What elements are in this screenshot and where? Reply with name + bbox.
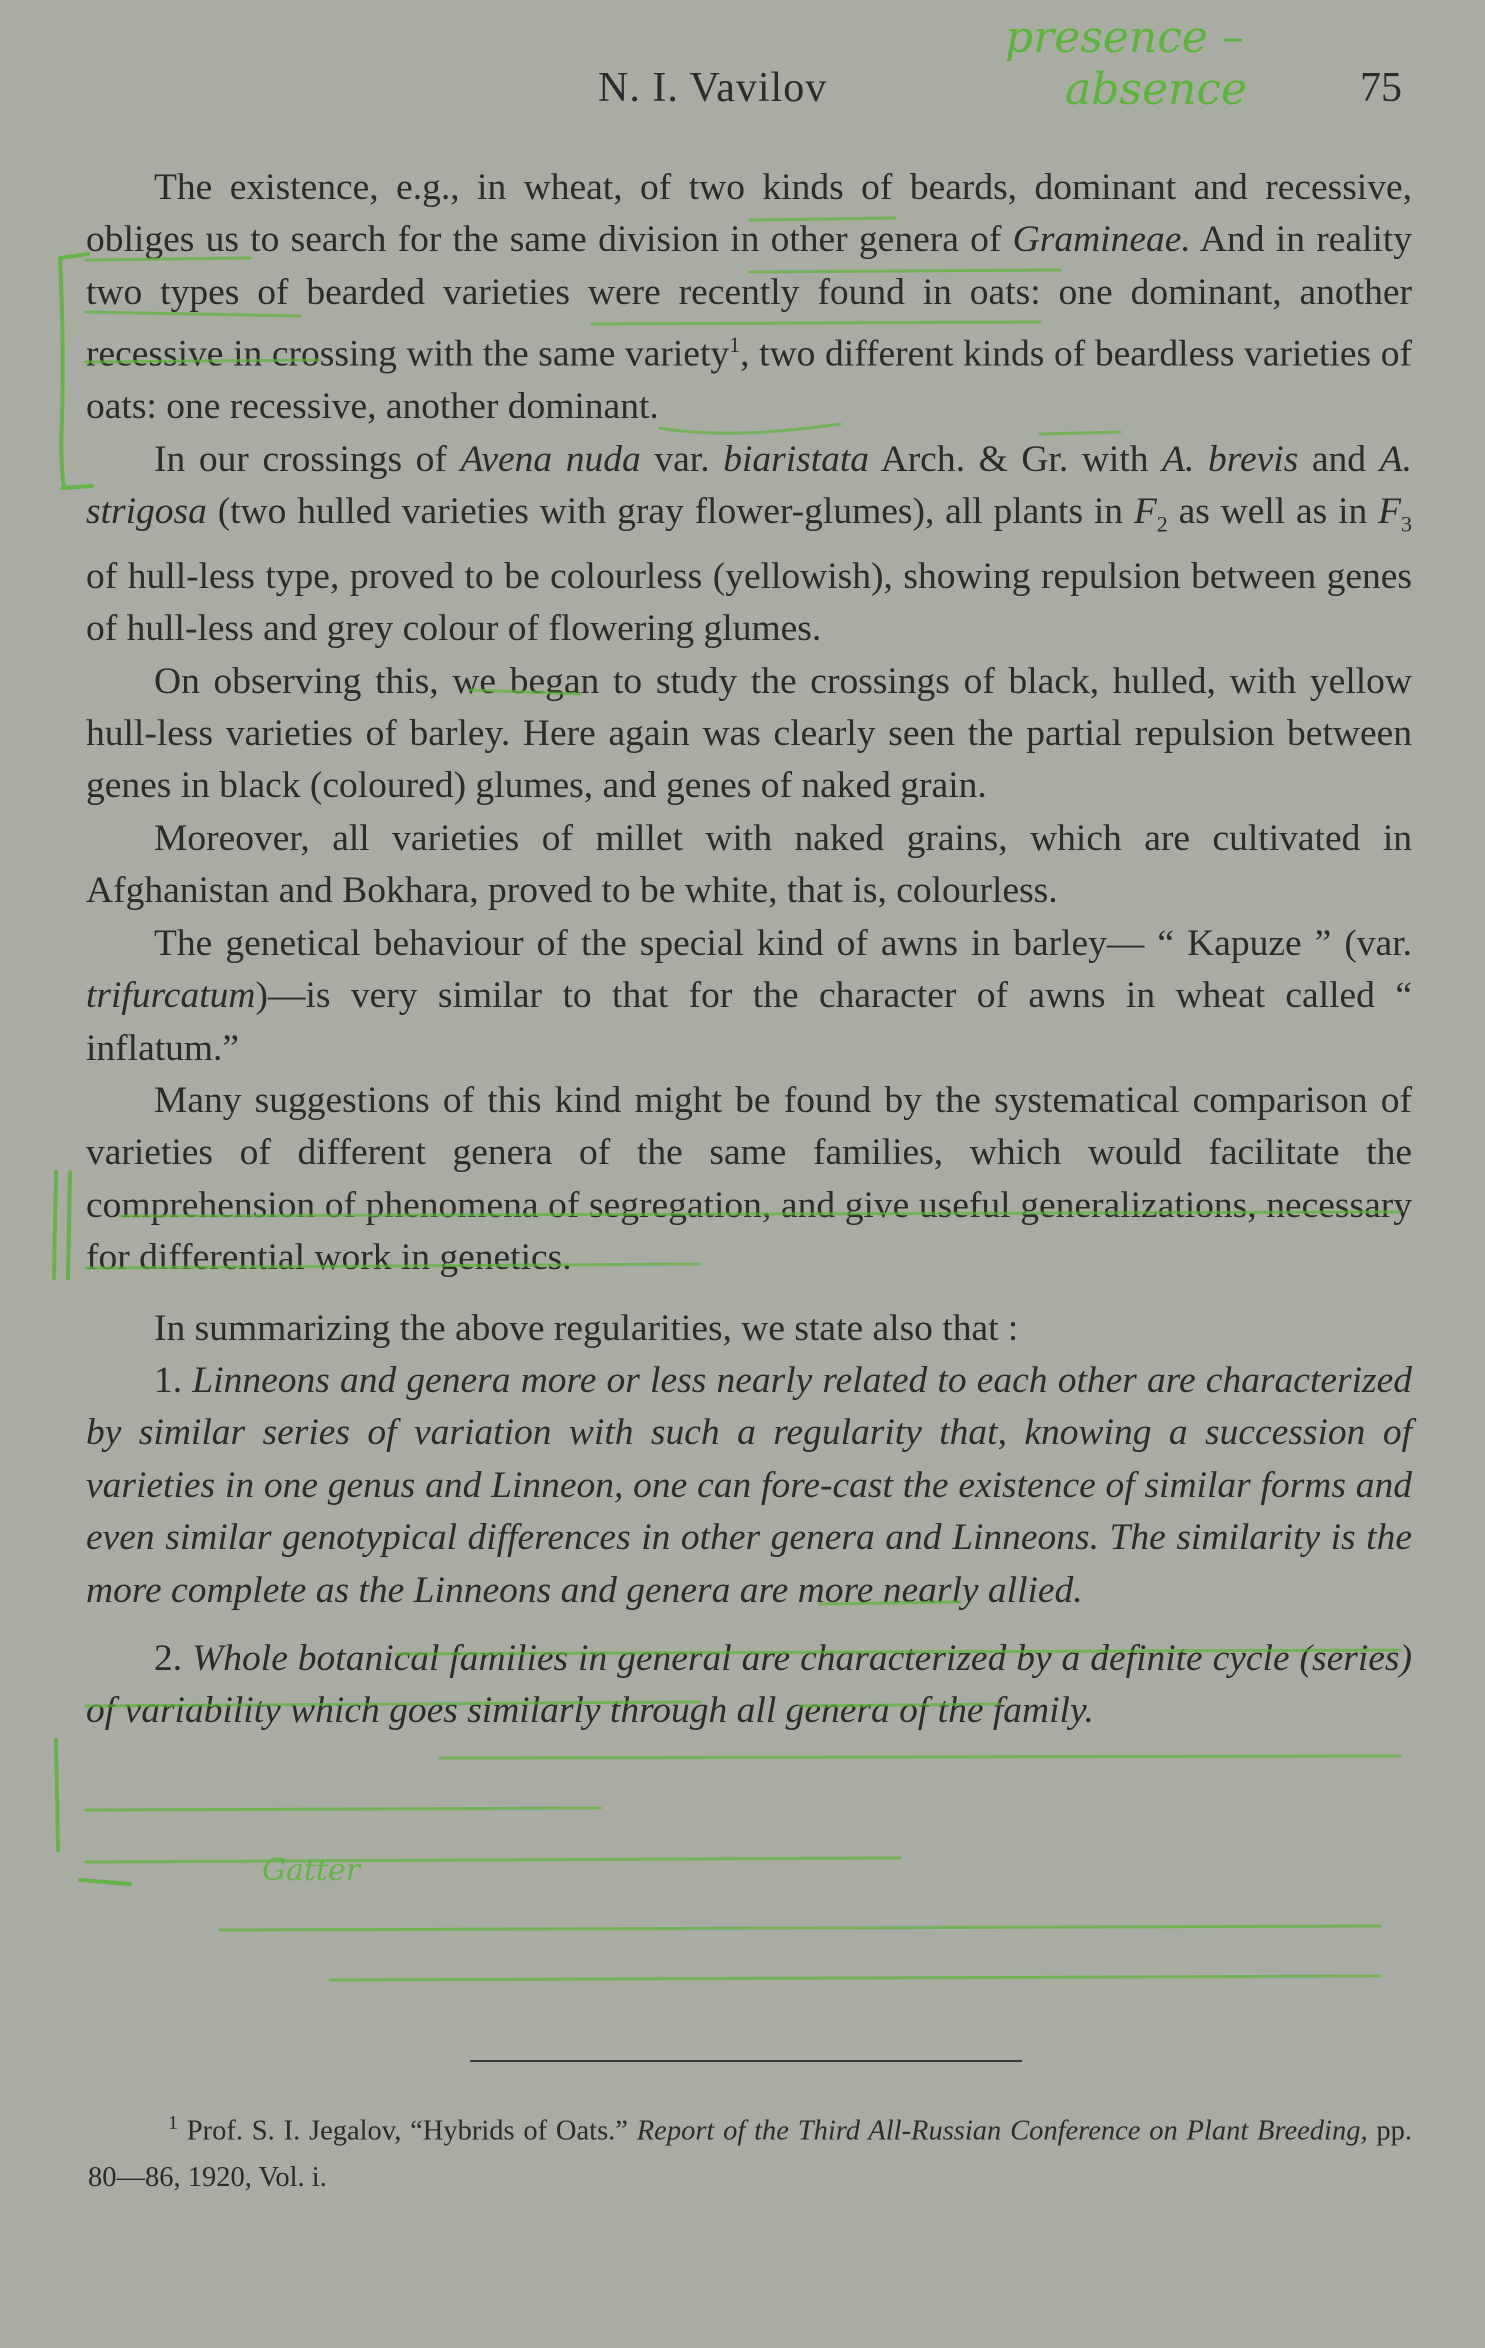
margin-bracket-1 <box>60 258 64 488</box>
handwritten-note-line1: presence – <box>1005 12 1244 63</box>
underline-linneons-allied <box>86 1858 900 1862</box>
paragraph-8: 1. Linneons and genera more or less nearly related to each other are characterized by similar series of variation with such a regularity that, knowing a succession of varieties in one genus and Linneon, one can fore-cast the existence of similar forms and even similar genotypical differences in other genera and Linneons. The similarity is the more complete as the Linneons and genera are more nearly allied. <box>86 1359 1413 1611</box>
body-text <box>86 162 1412 1738</box>
underline-similar-forms <box>440 1756 1400 1758</box>
footnote-marker: 1 <box>168 2112 178 2134</box>
paragraph-6: Many suggestions of this kind might be found by the systematical comparison of varieties of different genera of the same families, which would facilitate the comprehension of phenomena of segregation, and give useful generalizations, necessary for differential work in genetics. <box>86 1079 1412 1279</box>
underline-whole-botanical <box>220 1926 1380 1930</box>
margin-bracket-2b <box>68 1172 70 1278</box>
page-number: 75 <box>1360 65 1402 111</box>
underline-variability <box>330 1976 1380 1980</box>
paragraph-5: The genetical behaviour of the special kind of awns in barley— “ Kapuze ” (var. trifurcatum)—is very similar to that for the character of awns in wheat called “ inflatum.” <box>86 922 1412 1069</box>
handwritten-margin-note <box>1005 12 1435 132</box>
handwritten-note-line2: absence <box>1065 64 1248 115</box>
footnote-ref[interactable]: 1 <box>729 332 741 358</box>
spacer <box>86 1617 1412 1633</box>
margin-bracket-3 <box>56 1740 58 1850</box>
spacer <box>86 1285 1412 1303</box>
margin-tick-1 <box>80 1880 130 1884</box>
underline-other-genera <box>86 1808 600 1810</box>
paragraph-7: In summarizing the above regularities, we state also that : <box>154 1307 1019 1349</box>
footnote: $^1$ Prof. S. I. Jegalov, “Hybrids of Oats.” Report of the Third All-Russian Conference on Plant Breeding, pp. 80—86, 1920, Vol. i. <box>88 2112 1413 2193</box>
margin-bracket-1-top <box>60 254 88 258</box>
paragraph-1: The existence, e.g., in wheat, of two kinds of beards, dominant and recessive, obliges us to search for the same division in other genera of Gramineae. And in reality two types of bearded varieties were recently found in oats: one dominant, another recessive in crossing with the same variety$^1$, two different kinds of beardless varieties of oats: one recessive, another dominant. <box>86 167 1413 428</box>
handwritten-word: Gatter <box>262 1853 361 1888</box>
running-head: N. I. Vavilov <box>598 65 828 111</box>
margin-bracket-2a <box>54 1172 56 1278</box>
paragraph-4: Moreover, all varieties of millet with naked grains, which are cultivated in Afghanistan and Bokhara, proved to be white, that is, colourless. <box>86 817 1412 912</box>
paragraph-9: 2. Whole botanical families in general are characterized by a definite cycle (series) of variability which goes similarly through all genera of the family. <box>86 1637 1413 1732</box>
paragraph-3: On observing this, we began to study the crossings of black, hulled, with yellow hull-less varieties of barley. Here again was clearly seen the partial repulsion between genes in black (coloured) glumes, and genes of naked grain. <box>86 660 1412 807</box>
footnote-divider <box>470 2060 1022 2062</box>
paragraph-2: In our crossings of Avena nuda var. biaristata Arch. & Gr. with A. brevis and A. strigosa (two hulled varieties with gray flower-glumes), all plants in $F_2$ as well as in $F_3$ of hull-less type, proved to be colourless (yellowish), showing repulsion between genes of hull-less and grey colour of flowering glumes. <box>86 438 1412 650</box>
